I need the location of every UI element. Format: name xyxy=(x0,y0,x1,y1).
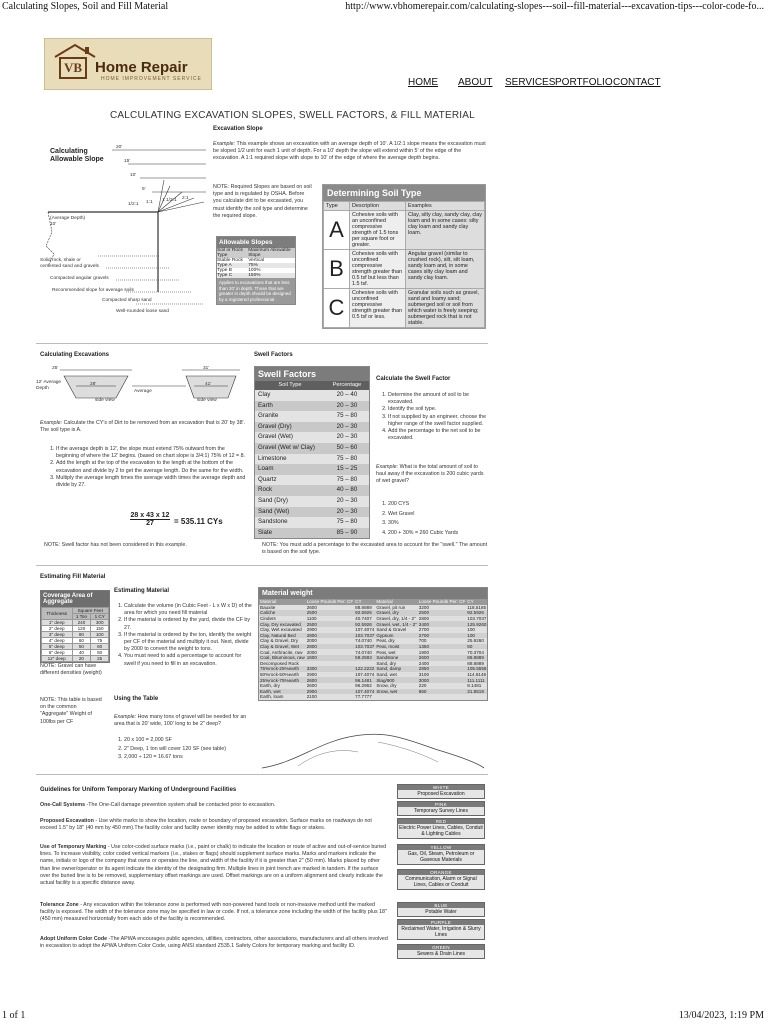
guideline-1: One-Call Systems -The One-Call damage prevention system shall be contacted prior to excavation. xyxy=(40,802,276,808)
coverage-row: 1" deep 240 300 xyxy=(42,620,109,626)
swell-row: Gravel (Wet w/ Clay) 50 – 60 xyxy=(255,443,369,454)
coverage-table: Coverage Area of Aggregate Thickness Square Feet 1 Ton 1 CY 1" deep 240 300 2" deep 120 150 3" deep 80 100 4" deep 60 75 5" deep 50 60 6" deep 40 50 12" deep 20 25 xyxy=(40,590,110,663)
ex-sideview-1: side view xyxy=(95,398,115,403)
formula: 28 x 43 x 12 27 xyxy=(130,512,170,527)
ex-dim-top1: 25' xyxy=(52,366,59,371)
swell-row: Clay 20 – 40 xyxy=(255,390,369,401)
excavation-note: NOTE: Swell factor has not been considered in this example. xyxy=(44,542,187,548)
soil-row-c: C Cohesive soils with unconfined compressive strength greater than 0.5 tsf or less. Granular soils such as gravel, sand and loamy sand; submerged soil or soil from which water is freely seeping; submerged rock that is not stable. xyxy=(324,289,485,328)
material-row: Clay & Gravel, Wet 2800 103.7037 Peat, moist 1350 50 xyxy=(259,644,487,650)
print-header xyxy=(0,0,768,14)
swell-heading: Swell Factors xyxy=(254,352,293,358)
fill-heading: Estimating Fill Material xyxy=(40,574,106,580)
swell-row: Granite 75 – 80 xyxy=(255,411,369,422)
swell-title: Swell Factors xyxy=(255,367,369,381)
ratio-3: 1 1/2:1 xyxy=(162,198,177,203)
slope-legend-5: Well-rounded loose sand xyxy=(116,309,169,314)
swell-example: Example: What is the total amount of soil to haul away if the excavation is 200 cubic yards of wet gravel? xyxy=(376,464,484,485)
allowable-slopes-title: Allowable Slopes xyxy=(217,237,295,248)
ex-sideview-2: side view xyxy=(197,398,217,403)
divider-3 xyxy=(36,774,488,775)
coverage-row: 4" deep 60 75 xyxy=(42,638,109,644)
calc-excavations-heading: Calculating Excavations xyxy=(40,352,110,358)
slope-paragraph-1: Example: This example shows an excavation with an average depth of 10'. A 1/2:1 slope means the excavation must be sloped 1/2 unit for each 1 unit of depth. For a 10' depth the slope will extend within 5' of the edge of the excavation. A 1:1 required slope with slope to 10' of the edge of where the average depth begins. xyxy=(213,141,486,162)
swell-row: Quartz 75 – 80 xyxy=(255,475,369,486)
material-row: Earth, dry 2600 96.2962 Snow, dry 220 8.1481 xyxy=(259,683,487,689)
ex-depth-label: 12' Average Depth xyxy=(36,380,62,391)
material-row: Caliche 2500 92.5926 Gravel, dry 2500 92.5926 xyxy=(259,610,487,616)
ex-dim-top2: 31' xyxy=(203,366,210,371)
material-row: Clay, Dry excavated 2500 92.5926 Gravel, wet, 1/4 - 2" 3400 125.9260 xyxy=(260,621,487,627)
material-row: Earth, loam 2100 77.7777 xyxy=(259,694,487,700)
slope-legend-3: Recommended slope for average soils xyxy=(52,288,134,293)
guideline-5: Adopt Uniform Color Code -The APWA encourages public agencies, utilities, contractors, other associations, manufacturers and all others involved in excavation to adopt the APWA Uniform Color Code, using ANSI standard Z535.1 Safety Colors for temporary marking and facility ID. xyxy=(40,936,388,950)
excavation-example: Example: Calculate the CY's of Dirt to be removed from an excavation that is 20' by 38'. The soil type is A. xyxy=(40,420,246,434)
allowable-slopes-note: Applies to excavations that are less than 20' in depth. Those that are greater in depth should be designed by a registered professional. xyxy=(217,278,295,304)
swell-row: Limestone 75 – 80 xyxy=(255,454,369,465)
swell-row: Rock 40 – 80 xyxy=(255,485,369,496)
soil-row-b: B Cohesive soils with unconfined compressive strength greater than 0.5 tsf but less than 1.5 tsf. Angular gravel (similar to crushed rock), silt, silt loam, sandy loam and, in some cases silty clay loam and sandy clay loam. xyxy=(324,250,485,289)
nav-portfolio[interactable]: PORTFOLIO xyxy=(555,77,613,88)
using-table-example: Example: How many tons of gravel will be needed for an area that is 20' wide, 100' long to be 2" deep? xyxy=(114,714,247,728)
swell-row: Sand (Dry) 20 – 30 xyxy=(255,496,369,507)
dim-20: 20' xyxy=(116,145,123,150)
coverage-row: 2" deep 120 150 xyxy=(42,626,109,632)
using-table-steps: 1. 20 x 100 = 2,000 SF 2. 2" Deep, 1 ton will cover 120 SF (see table) 3. 2,000 ÷ 120 = 16.67 tons xyxy=(124,736,252,762)
swell-steps: 1. Determine the amount of soil to be excavated. 2. Identify the soil type. 3. If not supplied by an engineer, choose the higher range of the swell factor supplied. 4. Add the percentage to the net soil to be excavated. xyxy=(388,392,488,442)
slope-legend-2: Compacted angular gravels xyxy=(50,276,109,281)
calc-swell-heading: Calculate the Swell Factor xyxy=(376,376,451,382)
fill-note-2: NOTE: This table is based on the common "Aggregate" Weight of 100lbs per CF xyxy=(40,697,102,725)
color-orange: ORANGE Communication, Alarm or Signal Lines, Cables or Conduit xyxy=(397,869,485,890)
nav-home[interactable]: HOME xyxy=(408,77,438,88)
fill-note-1: NOTE: Gravel can have different densities (weight) xyxy=(40,663,102,677)
estimating-steps: 1. Calculate the volume (in Cubic Feet - L x W x D) of the area for which you need fill material 2. If the material is ordered by the yard, divide the CF by 27. 3. If the material is ordered by the ton, identify the weight per CF of the material and multiply it out. Next, divide by 2000 to convert the weight to tons. 4. You must need to add a percentage to account for swell if you need to fill in an excavation. xyxy=(124,603,252,668)
material-row: Clay, Natural Bed 2800 103.7037 Gypsum 2700 100 xyxy=(259,633,487,639)
swell-row: Slate 85 – 90 xyxy=(255,528,369,539)
soil-type-table: Determining Soil Type Type Description Examples A Cohesive soils with an unconfined compressive strength of 1.5 tons per square foot or greater. Clay, silty clay, sandy clay, clay loam and in some cases: silty clay loam and sandy clay loam. B Cohesive soils with unconfined compressive strength greater than 0.5 tsf but less than 1.5 tsf. Angular gravel (similar to crushed rock), silt, silt loam, sandy loam and, in some cases silty clay loam and sandy clay loam. C Cohesive soils with unconfined compressive strength greater than 0.5 tsf or less. Granular soils such as gravel, sand and loamy sand; submerged soil or soil from which water is freely seeping; submerged rock that is not stable. xyxy=(322,184,486,329)
soil-row-a: A Cohesive soils with an unconfined compressive strength of 1.5 tons per square foot or greater. Clay, silty clay, sandy clay, clay loam and in some cases: silty clay loam and sandy clay loam. xyxy=(324,211,485,250)
slope-legend-4: Compacted sharp sand xyxy=(102,298,152,303)
color-blue: BLUE Potable Water xyxy=(397,902,485,917)
color-purple: PURPLE Reclaimed Water, Irrigation & Slurry Lines xyxy=(397,919,485,940)
nav-about[interactable]: ABOUT xyxy=(458,77,493,88)
site-logo[interactable] xyxy=(44,38,212,90)
material-row: Cinders 1100 40.7407 Gravel, dry, 1/4 - 2" 2800 103.7037 xyxy=(260,616,487,622)
material-row: 50%rock-50%earth 2900 107.4074 Sand, wet 3100 114.8148 xyxy=(260,672,487,678)
material-row: Decomposed Rock Sand, dry 2400 88.8889 xyxy=(259,661,487,667)
slope-paragraph-2: NOTE: Required Slopes are based on soil type and is regulated by OSHA. Before you calculate dirt to be excavated, you must identify the soil type and determine the required slope. xyxy=(213,184,312,219)
logo-tagline: HOME IMPROVEMENT SERVICE xyxy=(101,76,202,82)
print-header-title: Calculating Slopes, Soil and Fill Material xyxy=(2,1,169,12)
print-footer-page: 1 of 1 xyxy=(2,1010,26,1021)
coverage-row: 6" deep 40 50 xyxy=(42,650,109,656)
swell-note: NOTE: You must add a percentage to the excavated area to account for the "swell." The amount is based on the soil type. xyxy=(262,542,488,556)
using-table-heading: Using the Table xyxy=(114,696,159,702)
slope-diagram-title: Calculating Allowable Slope xyxy=(50,148,104,163)
ratio-2: 1:1 xyxy=(146,200,153,205)
dim-15: 15' xyxy=(124,159,131,164)
color-red: RED Electric Power Lines, Cables, Conduit & Lighting Cables xyxy=(397,818,485,839)
print-footer xyxy=(0,1010,768,1024)
coverage-row: 5" deep 50 60 xyxy=(42,644,109,650)
swell-row: Loam 15 – 25 xyxy=(255,464,369,475)
logo-mark: VB xyxy=(59,57,87,79)
ex-average-label: Average xyxy=(134,389,152,394)
material-row: Clay & Gravel, Dry 2000 74.0740 Peat, dry 700 25.9260 xyxy=(259,638,487,644)
coverage-row: 3" deep 80 100 xyxy=(42,632,109,638)
material-row: Coal, Bituminous, raw 1600 59.2593 Sandstone 2600 88.8889 xyxy=(259,655,487,661)
excavation-slope-heading: Excavation Slope xyxy=(213,126,263,132)
material-row: 25%rock-75%earth 2600 96.1481 Slag/900 3000 111.1111 xyxy=(259,677,487,683)
color-green: GREEN Sewers & Drain Lines xyxy=(397,944,485,959)
print-header-url: http://www.vbhomerepair.com/calculating-slopes---soil--fill-material---excavation-tips---color-code-fo... xyxy=(345,1,764,12)
dim-5: 5' xyxy=(142,187,146,192)
nav-contact[interactable]: CONTACT xyxy=(613,77,661,88)
material-row: Earth, wet 2900 107.4074 Snow, wet 860 31.8519 xyxy=(259,689,487,695)
coverage-row: 12" deep 20 25 xyxy=(42,656,109,662)
swell-row: Sandstone 75 – 80 xyxy=(255,517,369,528)
material-weight-table: Material weight Material Loose Pounds Per: CF CY Material Loose Pounds Per: CF CY Bauxite 2600 88.8889 Gravel, pit run 3200 118.5185 Caliche 2500 92.5926 Gravel, dry 2500 92.5926 Cinders 1100 40.7407 Gravel, dry, 1/4 - 2" 2800 103.7037 Clay, Dry excavated 2500 92.5926 Gravel, wet, 1/4 - 2" 3400 125.9260 Clay, Wet excavated 2900 107.4074 Sand & Gravel 2700 100 Clay, Natural Bed 2800 103.7037 Gypsum 2700 100 Clay & Gravel, Dry 2000 74.0740 Peat, dry 700 25.9260 Clay & Gravel, Wet 2800 103.7037 Peat, moist 1350 50 Coal, Anthracite, raw 2000 74.0740 Peat, wet 1900 70.3704 Coal, Bituminous, raw 1600 59.2593 Sandstone 2600 88.8889 Decomposed Rock Sand, dry 2400 88.8889 75%rock-25%earth 3300 122.2222 Sand, damp 2850 105.5556 50%rock-50%earth 2900 107.4074 Sand, wet 3100 114.8148 25%rock-75%earth 2600 96.1481 Slag/900 3000 111.1111 Earth, dry 2600 96.2962 Snow, dry 220 8.1481 Earth, wet 2900 107.4074 Snow, wet 860 31.8519 Earth, loam 2100 77.7777 xyxy=(258,587,488,701)
ex-dim-mid1: 28' xyxy=(90,382,97,387)
swell-row: Gravel (Dry) 20 – 30 xyxy=(255,422,369,433)
guideline-4: Tolerance Zone - Any excavation within the tolerance zone is performed with non-powered hand tools or non-invasive method until the marked facility is exposed. The width of the tolerance zone may be specified in law or code. If not, a tolerance zone including the width of the facility plus 18" (450 mm) measured horizontally from each side of the facility is recommended. xyxy=(40,902,387,923)
guideline-3: Use of Temporary Marking - Use color-coded surface marks (i.e., paint or chalk) to indicate the location or route of active and out-of-service buried lines. To increase visibility, color coded vertical markers (i.e., stakes or flags) should supplement surface marks. Marks and markers indicate the name, initials or logo of the company that owns or operates the line, and width of the facility if it is greater than 2" (50 mm). Marks placed by other than line owner/operator or its agent indicate the identity of the designating firm. Multiple lines in joint trench are marked in tandem. If the surface over the buried line is to be removed, supplementary offset markings are used. Offset markings are on a uniform alignment and clearly indicate the actual facility is a specific distance away. xyxy=(40,844,387,887)
page-title: CALCULATING EXCAVATION SLOPES, SWELL FACTORS, & FILL MATERIAL xyxy=(110,110,475,121)
allowable-slopes-table: Allowable Slopes Soil or Rock Type Maximum Allowable Slope Stable Rock Vertical Type A 75% Type B 100% Type C 150% Applies to excavations that are less than 20' in depth. Those that are greater in depth should be designed by a registered professional. xyxy=(216,236,296,305)
divider-1 xyxy=(36,343,488,344)
soil-mound-sketch xyxy=(258,722,488,772)
formula-result: = 535.11 CYs xyxy=(174,517,223,526)
color-pink: PINK Temporary Survey Lines xyxy=(397,801,485,816)
nav-services[interactable]: SERVICES xyxy=(505,77,556,88)
swell-factors-table: Swell Factors Soil Type Percentage Clay 20 – 40 Earth 20 – 30 Granite 75 – 80 Gravel (Dry) 20 – 30 Gravel (Wet) 20 – 30 Gravel (Wet w/ Clay) 50 – 60 Limestone 75 – 80 Loam 15 – 25 Quartz 75 – 80 Rock 40 – 80 Sand (Dry) 20 – 30 Sand (Wet) 20 – 30 Sandstone 75 – 80 Slate 85 – 90 xyxy=(254,366,370,539)
material-row: 75%rock-25%earth 3300 122.2222 Sand, damp 2850 105.5556 xyxy=(260,666,487,672)
ratio-1: 1/2:1 xyxy=(128,202,139,207)
ex-dim-mid2: 41' xyxy=(205,382,212,387)
dim-10: 10' xyxy=(130,173,137,178)
logo-name: Home Repair xyxy=(95,59,188,76)
color-white: WHITE Proposed Excavation xyxy=(397,784,485,799)
avg-depth-label: (Average Depth) 10' xyxy=(50,216,86,227)
material-row: Clay, Wet excavated 2900 107.4074 Sand & Gravel 2700 100 xyxy=(259,627,487,633)
guideline-2: Proposed Excavation - Use white marks to show the location, route or boundary of proposed excavation. Surface marks on roadways do not exceed 1.5" by 18" (40 mm by 450 mm).The facility color and facility owner identity may be added to white flags or stakes. xyxy=(40,818,372,832)
color-yellow: YELLOW Gas, Oil, Steam, Petroleum or Gaseous Materials xyxy=(397,844,485,865)
swell-row: Earth 20 – 30 xyxy=(255,401,369,412)
ratio-4: 2:1 xyxy=(182,196,189,201)
print-footer-date: 13/04/2023, 1:19 PM xyxy=(678,1010,764,1021)
slope-legend-1: Solid rock, shale or cemented sand and gravels xyxy=(40,258,99,269)
divider-2 xyxy=(36,565,488,566)
swell-row: Gravel (Wet) 20 – 30 xyxy=(255,432,369,443)
excavation-steps: 1. If the average depth is 12', the slope must extend 75% outward from the beginning of where the 12' begins. (based on chart slope is 3/4:1) 75% of 12 = 8. 2. Add the length at the top of the excavation to the length at the bottom of the excavation and divide by 2 to get the average length. Do the same for the width. 3. Multiply the average length times the average width times the average depth and divide by 27. xyxy=(56,446,246,489)
guidelines-heading: Guidelines for Uniform Temporary Marking of Underground Facilities xyxy=(40,787,237,793)
material-weight-title: Material weight xyxy=(259,588,487,599)
swell-answers: 1. 200 CYS 2. Wet Gravel 3. 30% 4. 200 + 30% = 260 Cubic Yards xyxy=(388,500,488,538)
material-row: Coal, Anthracite, raw 2000 74.0740 Peat, wet 1900 70.3704 xyxy=(259,649,487,655)
estimating-heading: Estimating Material xyxy=(114,588,170,594)
coverage-title: Coverage Area of Aggregate xyxy=(41,591,109,607)
soil-type-title: Determining Soil Type xyxy=(323,185,485,201)
swell-row: Sand (Wet) 20 – 30 xyxy=(255,507,369,518)
material-row: Bauxite 2600 88.8889 Gravel, pit run 3200 118.5185 xyxy=(260,604,487,610)
